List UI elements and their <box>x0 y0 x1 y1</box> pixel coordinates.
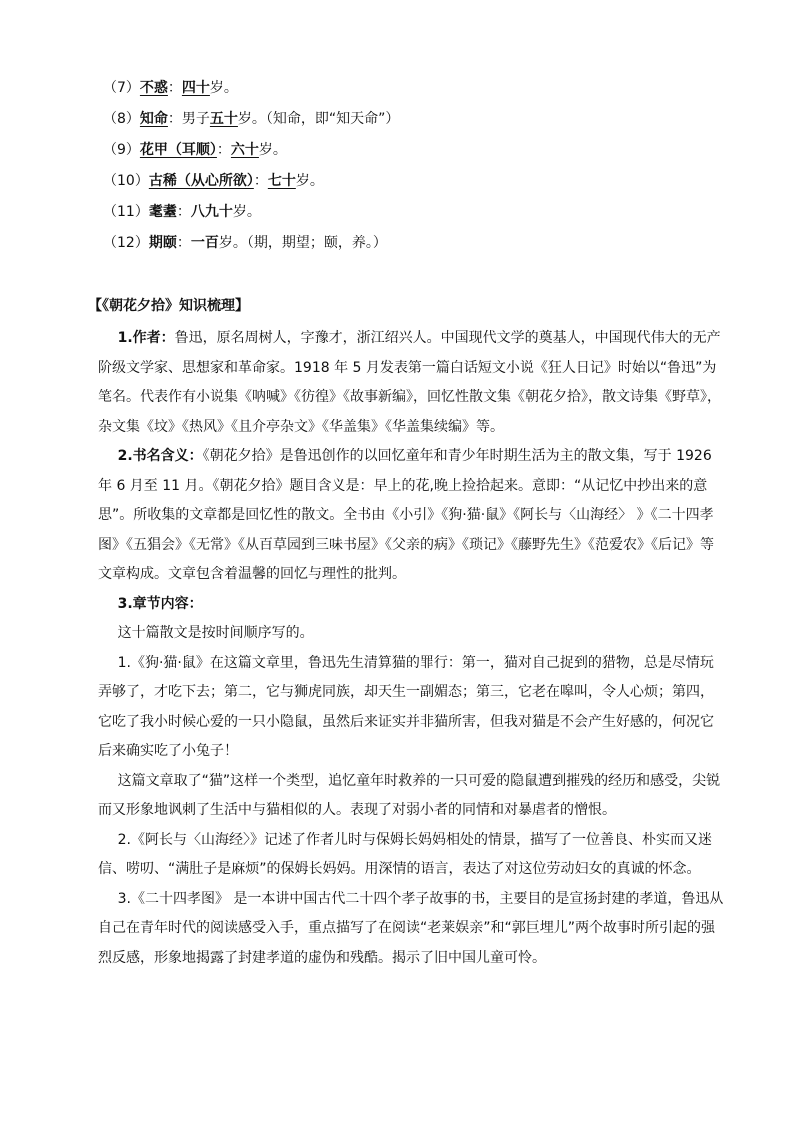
age-item-11 <box>103 202 399 233</box>
age-item-number: （10） <box>103 173 149 189</box>
age-suffix: 岁。 <box>209 80 238 96</box>
age-separator: ： <box>176 204 191 220</box>
age-term: 耄耋 <box>148 204 177 220</box>
age-terms-list <box>103 78 399 264</box>
age-term: 古稀（从心所欲） <box>148 173 254 189</box>
chapter-item-a-chang: 2.《阿长与〈山海经〉》记述了作者儿时与保姆长妈妈相处的情景，描写了一位善良、朴实而又迷信、唠叨、“满肚子是麻烦”的保姆长妈妈。用深情的语言，表达了对这位劳动妇女的真诚的怀念。 <box>98 831 712 877</box>
section-title: 【《朝花夕拾》知识梳理】 <box>88 298 249 314</box>
age-item-8 <box>103 109 399 140</box>
age-separator: ： <box>216 142 231 158</box>
title-meaning-heading: 2.书名含义： <box>117 448 203 464</box>
age-value: 五十 <box>209 111 238 127</box>
age-suffix: 岁。（期，期望；颐，养。） <box>218 235 387 251</box>
age-term: 知命 <box>139 111 168 127</box>
age-separator: ： <box>176 235 191 251</box>
chapters-heading: 3.章节内容： <box>117 595 203 612</box>
chapter-item-24-filial: 3.《二十四孝图》 是一本讲中国古代二十四个孝子故事的书，主要目的是宣扬封建的孝道，鲁迅从自己在青年时代的阅读感受入手，重点描写了在阅读“老莱娱亲”和“郭巨埋儿”两个故事时所引起的强烈反感，形象地揭露了封建孝道的虚伪和残酷。揭示了旧中国儿童可怜。 <box>98 890 724 966</box>
age-item-number: （8） <box>103 111 140 127</box>
author-heading: 1.作者： <box>117 330 175 346</box>
age-term: 不惑 <box>139 80 168 96</box>
age-item-number: （12） <box>103 235 149 251</box>
knowledge-body <box>98 324 726 973</box>
age-value: 一百 <box>190 235 219 251</box>
age-value: 四十 <box>181 80 210 96</box>
chapter-item-dog-cat-mouse: 1.《狗·猫·鼠》在这篇文章里，鲁迅先生清算猫的罪行：第一，猫对自己捉到的猎物，总是尽情玩弄够了，才吃下去；第二，它与狮虎同族，却天生一副媚态；第三，它老在嗥叫，令人心烦；第四，它吃了我小时候心爱的一只小隐鼠，虽然后来证实并非猫所害，但我对猫是不会产生好感的，何况它后来确实吃了小兔子！ <box>98 654 714 759</box>
chapters-heading-paragraph <box>98 590 726 620</box>
title-meaning-paragraph <box>98 442 726 590</box>
author-text: 鲁迅，原名周树人，字豫才，浙江绍兴人。中国现代文学的奠基人，中国现代伟大的无产阶级文学家、思想家和革命家。1918 年 5 月发表第一篇白话短文小说《狂人日记》时始以“鲁迅”为笔名。代表作有小说集《呐喊》《彷徨》《故事新编》，回忆性散文集《朝花夕拾》，散文诗集《野草》，杂文集《坟》《热风》《且介亭杂文》《华盖集》《华盖集续编》等。 <box>98 330 721 435</box>
age-term: 期颐 <box>148 235 177 251</box>
age-suffix: 岁。 <box>232 204 261 220</box>
age-item-9 <box>103 140 399 171</box>
age-separator: ： <box>253 173 268 189</box>
age-item-number: （7） <box>103 80 140 96</box>
age-item-10 <box>103 171 399 202</box>
chapters-intro: 这十篇散文是按时间顺序写的。 <box>117 625 314 641</box>
author-paragraph <box>98 324 726 442</box>
age-term: 花甲（耳顺） <box>139 142 217 158</box>
age-item-number: （11） <box>103 204 149 220</box>
chapter-item-dog-cat-mouse-analysis: 这篇文章取了“猫”这样一个类型，追忆童年时救养的一只可爱的隐鼠遭到摧残的经历和感受，尖锐而又形象地讽刺了生活中与猫相似的人。表现了对弱小者的同情和对暴虐者的憎恨。 <box>98 772 721 818</box>
age-separator: ：男子 <box>167 111 210 127</box>
age-suffix: 岁。 <box>295 173 324 189</box>
age-value: 七十 <box>267 173 296 189</box>
age-suffix: 岁。 <box>258 142 287 158</box>
age-value: 八九十 <box>190 204 233 220</box>
age-separator: ： <box>167 80 182 96</box>
age-value: 六十 <box>230 142 259 158</box>
age-suffix: 岁。（知命，即“知天命”） <box>237 111 400 127</box>
title-meaning-text: 《朝花夕拾》是鲁迅创作的以回忆童年和青少年时期生活为主的散文集，写于 1926 年 6 月至 11 月。《朝花夕拾》题目含义是：早上的花,晚上捡拾起来。意即：“从记忆中抄出来的意思”。所收集的文章都是回忆性的散文。全书由《小引》《狗·猫·鼠》《阿长与〈山海经〉 》《二十四孝图》《五猖会》《无常》《从百草园到三味书屋》《父亲的病》《琐记》《藤野先生》《范爱农》《后记》等文章构成。文章包含着温馨的回忆与理性的批判。 <box>98 448 714 582</box>
age-item-number: （9） <box>103 142 140 158</box>
age-item-7 <box>103 78 399 109</box>
age-item-12 <box>103 233 399 264</box>
